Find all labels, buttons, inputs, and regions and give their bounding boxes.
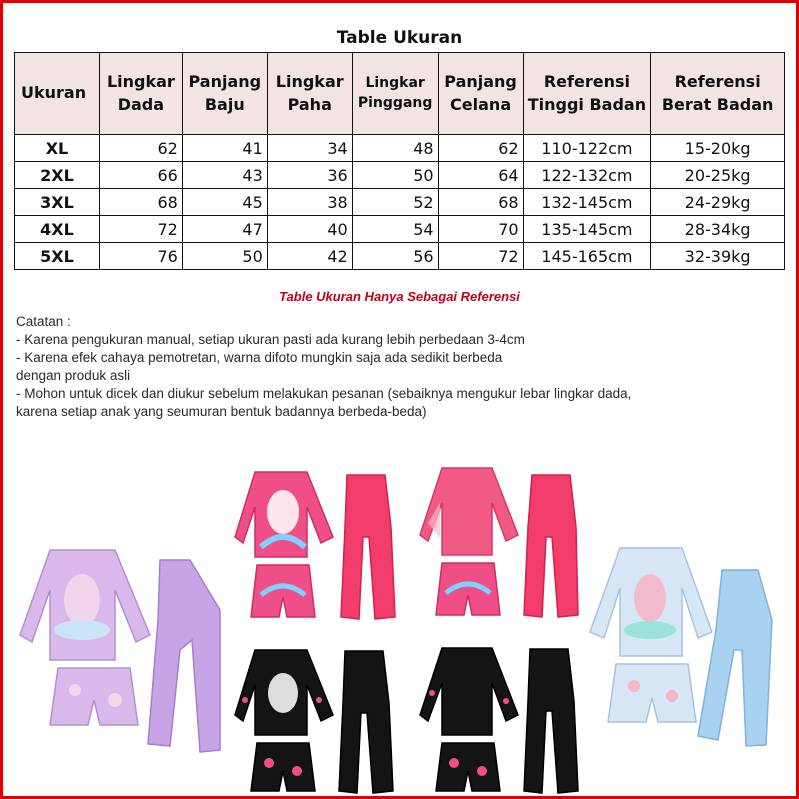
- cell-lingkar-pinggang: 48: [352, 135, 438, 162]
- header-berat-badan: Referensi Berat Badan: [651, 53, 785, 135]
- cell-berat-badan: 15-20kg: [651, 135, 785, 162]
- cell-panjang-baju: 47: [182, 216, 267, 243]
- cell-panjang-baju: 50: [182, 243, 267, 270]
- pants-black-plain: [524, 649, 578, 793]
- table-title: Table Ukuran: [336, 28, 463, 48]
- cell-lingkar-dada: 72: [99, 216, 182, 243]
- note-line: karena setiap anak yang seumuran bentuk badannya berbeda-beda): [16, 404, 427, 419]
- table-row: [15, 216, 785, 243]
- notes-block: [16, 313, 786, 421]
- shorts-pink-unicorn: [251, 565, 315, 617]
- cell-panjang-celana: 70: [438, 216, 523, 243]
- cell-berat-badan: 20-25kg: [651, 162, 785, 189]
- shorts-pink-plain: [436, 563, 500, 615]
- shorts-blue-mermaid: [608, 664, 696, 722]
- cell-lingkar-pinggang: 54: [352, 216, 438, 243]
- cell-size: 5XL: [15, 243, 100, 270]
- cell-panjang-celana: 68: [438, 189, 523, 216]
- cell-berat-badan: 28-34kg: [651, 216, 785, 243]
- shorts-black-unicorn: [251, 743, 315, 791]
- cell-lingkar-paha: 34: [267, 135, 352, 162]
- notes-heading: Catatan :: [16, 314, 71, 329]
- table-row: [15, 243, 785, 270]
- table-row: [15, 162, 785, 189]
- shorts-black-plain: [436, 743, 500, 791]
- table-header-row: [15, 53, 785, 135]
- product-pink-unicorn-set: [235, 467, 420, 622]
- cell-size: 4XL: [15, 216, 100, 243]
- shirt-pink-plain: [420, 468, 518, 555]
- header-lingkar-pinggang: Lingkar Pinggang: [352, 53, 438, 135]
- cell-lingkar-pinggang: 52: [352, 189, 438, 216]
- cell-size: 3XL: [15, 189, 100, 216]
- cell-panjang-baju: 43: [182, 162, 267, 189]
- cell-panjang-celana: 62: [438, 135, 523, 162]
- cell-size: XL: [15, 135, 100, 162]
- cell-panjang-baju: 45: [182, 189, 267, 216]
- product-lilac-mermaid-set: [20, 540, 235, 755]
- cell-tinggi-badan: 135-145cm: [523, 216, 651, 243]
- note-line: - Karena efek cahaya pemotretan, warna difoto mungkin saja ada sedikit berbeda: [16, 350, 503, 365]
- cell-lingkar-pinggang: 56: [352, 243, 438, 270]
- header-panjang-baju: Panjang Baju: [182, 53, 267, 135]
- product-photos: [0, 445, 799, 795]
- reference-note: Table Ukuran Hanya Sebagai Referensi: [279, 289, 520, 304]
- table-row: [15, 135, 785, 162]
- header-tinggi-badan: Referensi Tinggi Badan: [523, 53, 651, 135]
- cell-tinggi-badan: 145-165cm: [523, 243, 651, 270]
- note-line: dengan produk asli: [16, 368, 131, 383]
- pants-lilac: [148, 560, 220, 752]
- shirt-blue-mermaid: [590, 548, 712, 656]
- header-panjang-celana: Panjang Celana: [438, 53, 523, 135]
- note-line: - Mohon untuk dicek dan diukur sebelum melakukan pesanan (sebaiknya mengukur lebar lingkar dada,: [16, 386, 632, 401]
- cell-size: 2XL: [15, 162, 100, 189]
- cell-lingkar-dada: 68: [99, 189, 182, 216]
- header-ukuran: Ukuran: [15, 53, 100, 135]
- cell-tinggi-badan: 132-145cm: [523, 189, 651, 216]
- pants-pink-plain: [524, 475, 578, 617]
- shorts-lilac: [50, 668, 138, 725]
- cell-berat-badan: 24-29kg: [651, 189, 785, 216]
- product-blue-mermaid-set: [590, 540, 790, 750]
- cell-lingkar-dada: 62: [99, 135, 182, 162]
- cell-berat-badan: 32-39kg: [651, 243, 785, 270]
- header-lingkar-paha: Lingkar Paha: [267, 53, 352, 135]
- note-line: - Karena pengukuran manual, setiap ukuran pasti ada kurang lebih perbedaan 3-4cm: [16, 332, 525, 347]
- shirt-black-plain: [420, 648, 518, 735]
- cell-lingkar-paha: 36: [267, 162, 352, 189]
- cell-lingkar-paha: 42: [267, 243, 352, 270]
- cell-panjang-celana: 72: [438, 243, 523, 270]
- size-table: [14, 52, 785, 270]
- cell-lingkar-paha: 40: [267, 216, 352, 243]
- pants-pink: [341, 475, 395, 619]
- cell-lingkar-dada: 76: [99, 243, 182, 270]
- cell-panjang-baju: 41: [182, 135, 267, 162]
- cell-tinggi-badan: 110-122cm: [523, 135, 651, 162]
- shirt-black-unicorn: [235, 650, 333, 735]
- cell-lingkar-paha: 38: [267, 189, 352, 216]
- cell-lingkar-pinggang: 50: [352, 162, 438, 189]
- cell-lingkar-dada: 66: [99, 162, 182, 189]
- cell-tinggi-badan: 122-132cm: [523, 162, 651, 189]
- shirt-pink-unicorn: [235, 472, 333, 557]
- pants-blue: [698, 570, 772, 746]
- header-lingkar-dada: Lingkar Dada: [99, 53, 182, 135]
- table-row: [15, 189, 785, 216]
- pants-black: [339, 651, 393, 793]
- cell-panjang-celana: 64: [438, 162, 523, 189]
- product-black-unicorn-set: [235, 645, 420, 795]
- product-black-plain-set: [420, 643, 600, 795]
- product-pink-plain-set: [420, 463, 600, 623]
- shirt-lilac: [20, 550, 150, 660]
